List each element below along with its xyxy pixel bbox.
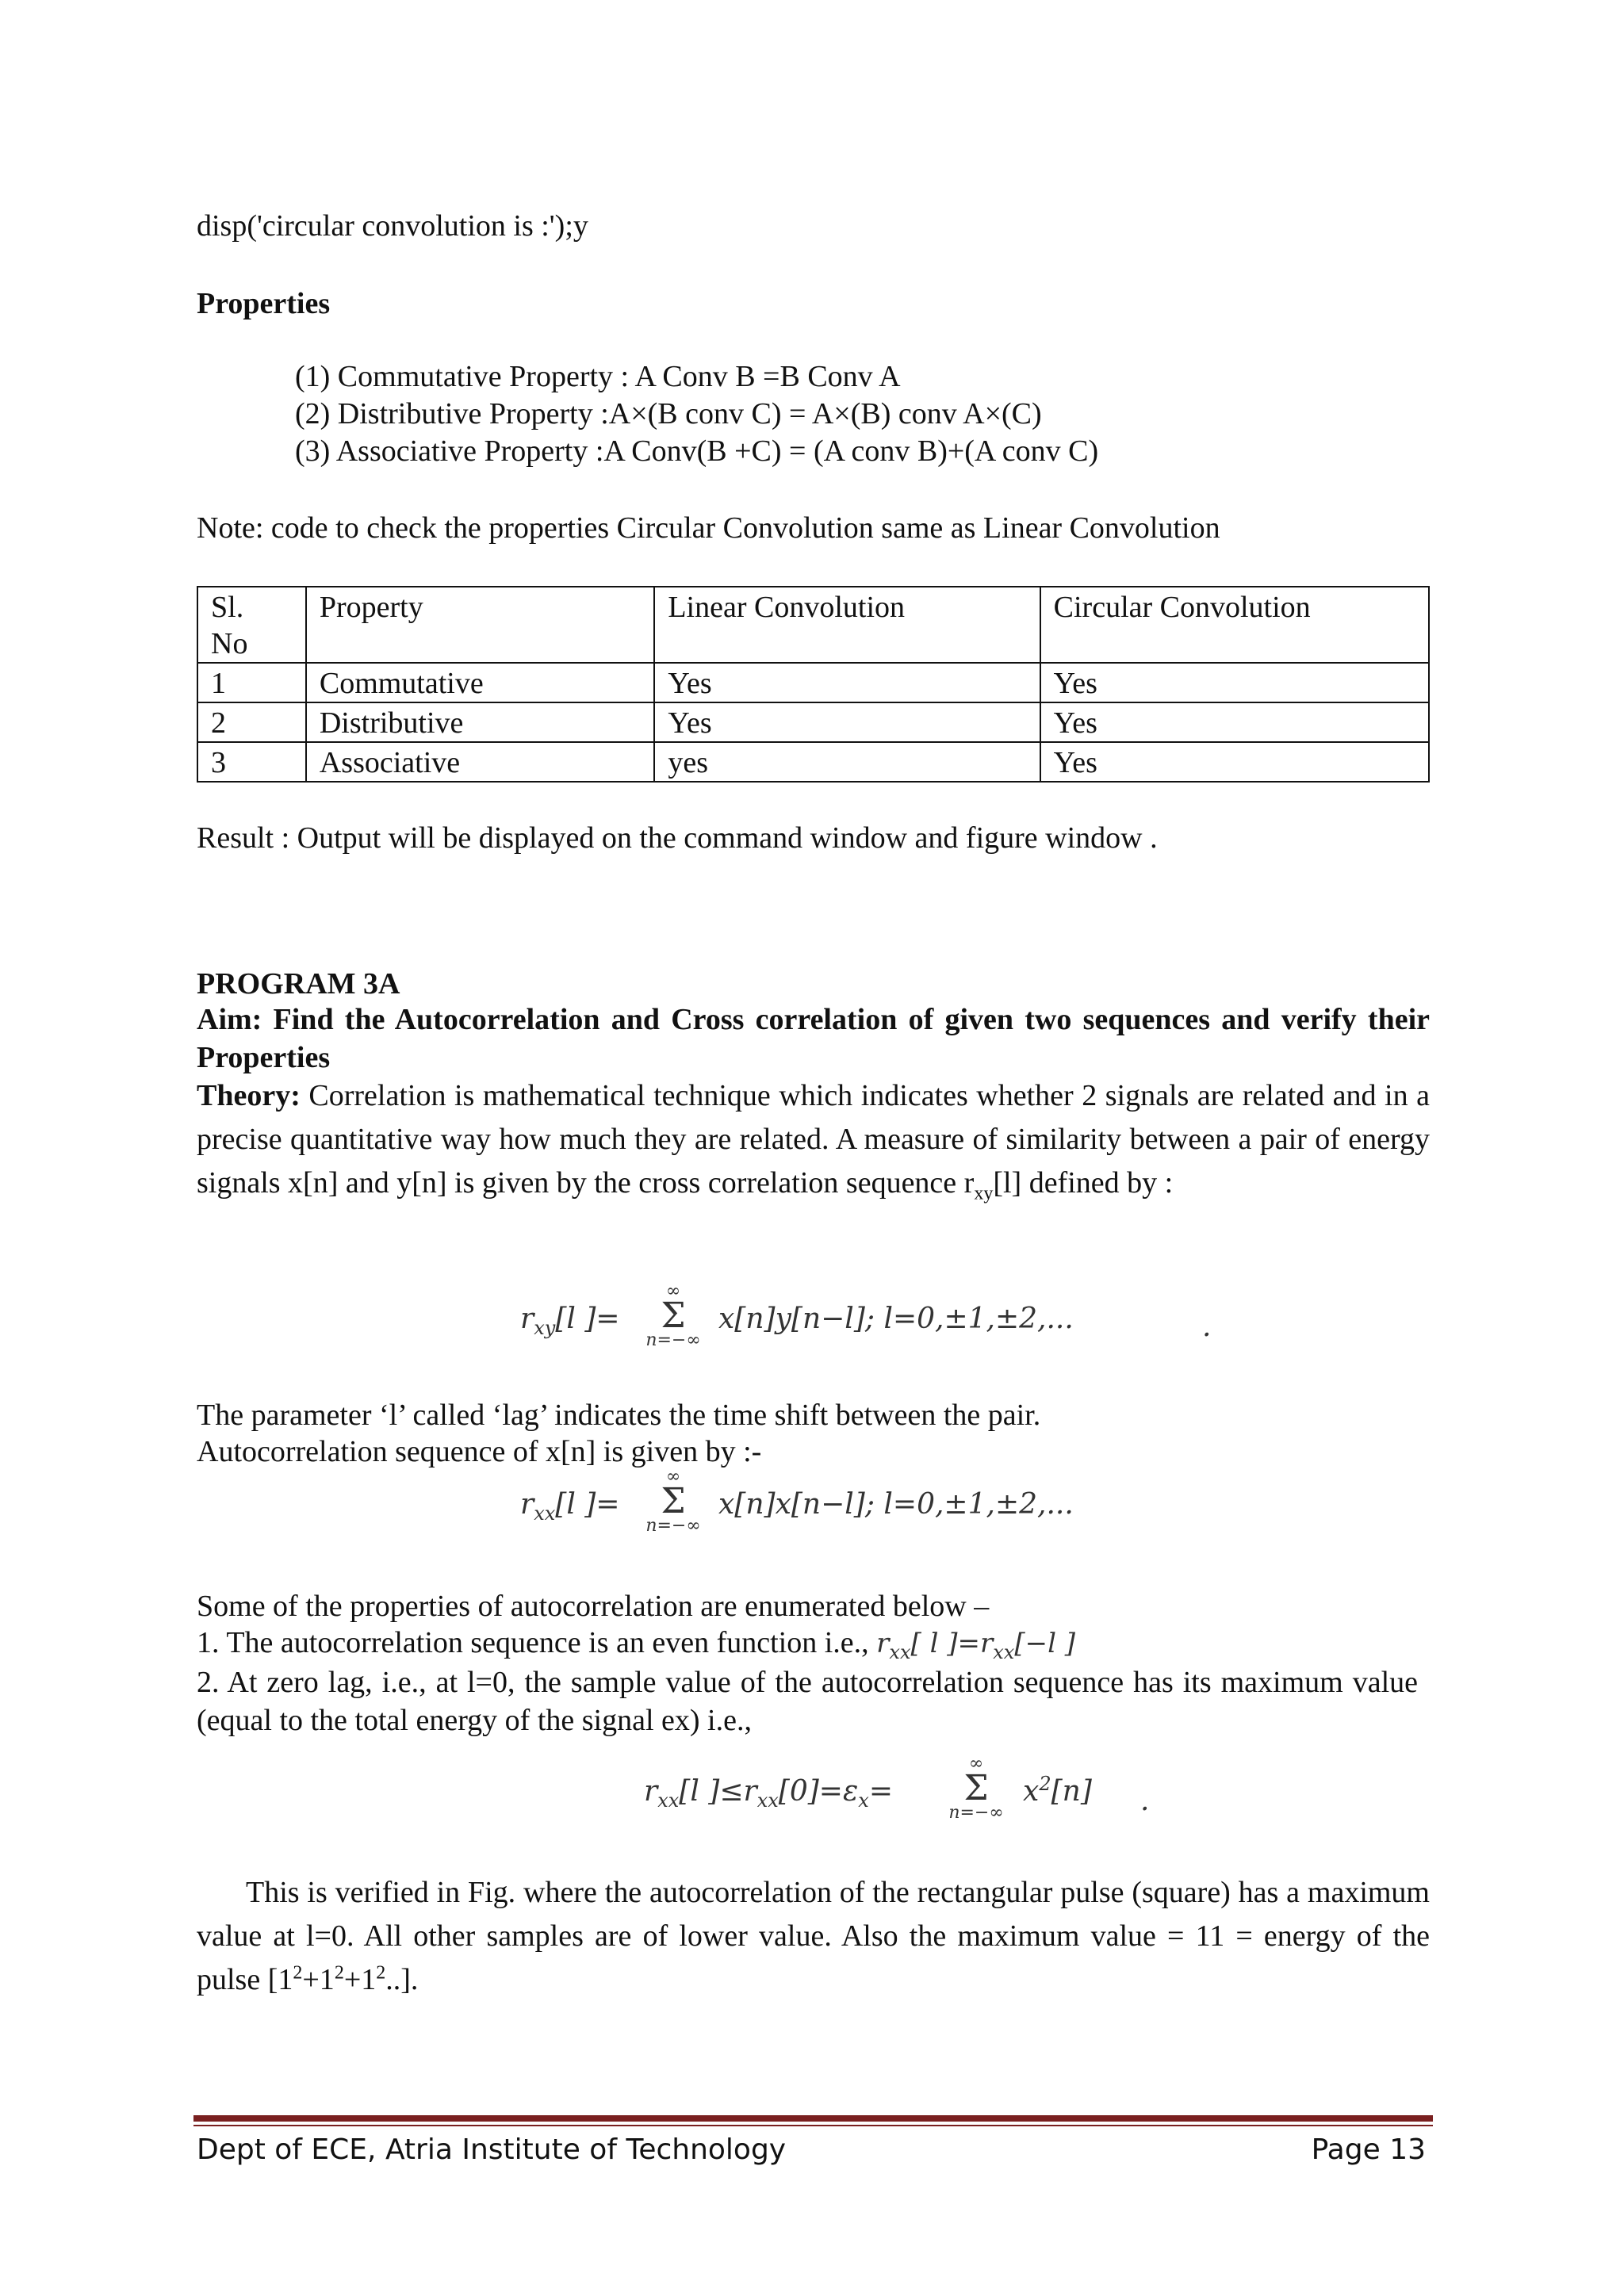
verify-plus1: +1	[302, 1963, 335, 1996]
table-header-row	[197, 587, 1429, 663]
eq-energy-sub1: xx	[657, 1789, 680, 1812]
eq-energy-eq: =	[868, 1775, 893, 1808]
aim-text: Aim: Find the Autocorrelation and Cross correlation of given two sequences and verify their Properties	[197, 1003, 1430, 1074]
eq-auto-rhs: x[n]x[n−l]; l=0,±1,±2,...	[718, 1488, 1074, 1521]
eq-energy-rhs-x: x	[1023, 1775, 1040, 1808]
table-cell: Distributive	[306, 702, 654, 742]
property-item-associative: (3) Associative Property :A Conv(B +C) = (A conv B)+(A conv C)	[295, 434, 1099, 468]
prop1-text: 1. The autocorrelation sequence is an even function i.e.,	[197, 1626, 877, 1659]
prop1-math-r1: r	[876, 1628, 890, 1659]
autocorr-intro: Autocorrelation sequence of x[n] is given by :-	[197, 1435, 762, 1468]
result-text: Result : Output will be displayed on the command window and figure window .	[197, 821, 1158, 855]
prop1-math-mid: [ l ]=r	[910, 1628, 994, 1659]
eq-cross-rhs: x[n]y[n−l]; l=0,±1,±2,...	[718, 1303, 1074, 1335]
prop1-math	[876, 1628, 1076, 1663]
eq-energy-mid: [l ]≤r	[679, 1775, 757, 1808]
table-cell: Yes	[1040, 663, 1429, 702]
eq-cross-lhs-arg: [l ]=	[555, 1303, 620, 1335]
table-cell: 2	[197, 702, 306, 742]
verify-sup1: 2	[293, 1962, 303, 1984]
footer-rule-thick	[193, 2115, 1433, 2122]
eq-energy-sub3: x	[858, 1789, 869, 1812]
footer-rule-thin	[193, 2125, 1433, 2126]
eq-auto-lhs-arg: [l ]=	[555, 1488, 620, 1521]
eq-energy-mid2: [0]=ε	[778, 1775, 859, 1808]
properties-heading: Properties	[197, 287, 331, 320]
eq-energy-rhs-n: [n]	[1051, 1775, 1092, 1808]
table-header-property: Property	[306, 587, 654, 663]
table-cell: Yes	[654, 663, 1040, 702]
eq-energy-lhs: r	[644, 1775, 658, 1808]
table-header-linear: Linear Convolution	[654, 587, 1040, 663]
table-header-sl-line2: No	[211, 627, 248, 660]
properties-table	[197, 586, 1430, 783]
autocorr-prop-2: 2. At zero lag, i.e., at l=0, the sample value of the autocorrelation sequence has its maximum value (equal to the total energy of the signal ex) i.e.,	[197, 1666, 1418, 1737]
property-item-distributive: (2) Distributive Property :A×(B conv C) = A×(B) conv A×(C)	[295, 397, 1042, 430]
eq-energy-sup: 2	[1039, 1773, 1051, 1795]
table-cell: Associative	[306, 742, 654, 782]
eq-cross-sum-upper: ∞	[665, 1281, 681, 1301]
eq-cross-sum-symbol: Σ	[661, 1295, 686, 1336]
eq-cross-lhs-sub: xy	[534, 1317, 556, 1340]
property-item-commutative: (1) Commutative Property : A Conv B =B Conv A	[295, 360, 901, 393]
eq-cross-sum	[638, 1283, 709, 1349]
equation-cross-correlation	[520, 1302, 620, 1340]
eq-energy-rhs	[1023, 1774, 1092, 1809]
eq-cross-sum-lower: n=−∞	[645, 1330, 701, 1350]
table-cell: Yes	[654, 702, 1040, 742]
table-header-circular: Circular Convolution	[1040, 587, 1429, 663]
equation-energy	[644, 1774, 893, 1812]
verify-plus2: +1	[343, 1963, 377, 1996]
eq-energy-sum-upper: ∞	[968, 1754, 984, 1774]
eq-auto-sum-lower: n=−∞	[645, 1516, 701, 1536]
table-cell: Yes	[1040, 742, 1429, 782]
autocorr-props-intro: Some of the properties of autocorrelation are enumerated below –	[197, 1590, 990, 1623]
table-row	[197, 702, 1429, 742]
note-text: Note: code to check the properties Circular Convolution same as Linear Convolution	[197, 511, 1220, 545]
footer-department: Dept of ECE, Atria Institute of Technology	[197, 2133, 787, 2166]
verify-text: This is verified in Fig. where the autocorrelation of the rectangular pulse (square) has a maximum value at l=0. All other samples are of lower value. Also the maximum value = 11 = energy of the pulse [1	[197, 1876, 1430, 1996]
table-header-sl	[197, 587, 306, 663]
table-cell: 1	[197, 663, 306, 702]
verify-end: ..].	[385, 1963, 419, 1996]
lag-text: The parameter ‘l’ called ‘lag’ indicates the time shift between the pair.	[197, 1399, 1041, 1432]
eq-energy-sum-symbol: Σ	[963, 1768, 989, 1808]
theory-sub: xy	[974, 1183, 994, 1204]
verify-sup2: 2	[334, 1962, 344, 1984]
table-cell: Commutative	[306, 663, 654, 702]
theory-paragraph	[197, 1074, 1430, 1205]
table-row	[197, 663, 1429, 702]
theory-label: Theory:	[197, 1079, 301, 1112]
prop1-math-sub2: xx	[993, 1640, 1015, 1663]
eq-energy-sum	[940, 1755, 1012, 1822]
program-title: PROGRAM 3A	[197, 967, 400, 1001]
theory-text: Correlation is mathematical technique which indicates whether 2 signals are related and in a precise quantitative way how much they are related. A measure of similarity between a pair of energy signals x[n] and y[n] is given by the cross correlation sequence r	[197, 1079, 1430, 1200]
table-header-sl-line1: Sl.	[211, 591, 244, 624]
eq-auto-sum-upper: ∞	[665, 1467, 681, 1487]
eq-energy-sub2: xx	[756, 1789, 779, 1812]
equation-autocorrelation	[520, 1487, 620, 1525]
eq-auto-lhs: r	[520, 1488, 534, 1521]
eq-energy-dot: .	[1140, 1785, 1150, 1817]
eq-energy-sum-lower: n=−∞	[948, 1803, 1004, 1823]
eq-auto-lhs-sub: xx	[534, 1502, 556, 1525]
eq-auto-sum	[638, 1468, 709, 1535]
table-row	[197, 742, 1429, 782]
eq-auto-sum-symbol: Σ	[661, 1481, 686, 1521]
table-cell: 3	[197, 742, 306, 782]
footer-page-number: Page 13	[1311, 2133, 1426, 2166]
code-line: disp('circular convolution is :');y	[197, 209, 588, 243]
table-cell: yes	[654, 742, 1040, 782]
table-cell: Yes	[1040, 702, 1429, 742]
autocorr-prop-1	[197, 1624, 1075, 1662]
verify-sup3: 2	[376, 1962, 386, 1984]
eq-cross-lhs: r	[520, 1303, 534, 1335]
prop1-math-end: [−l ]	[1014, 1628, 1076, 1659]
theory-tail: [l] defined by :	[993, 1166, 1174, 1200]
eq-cross-dot: .	[1202, 1311, 1212, 1343]
prop1-math-sub1: xx	[889, 1640, 911, 1663]
verify-paragraph	[197, 1871, 1430, 2002]
